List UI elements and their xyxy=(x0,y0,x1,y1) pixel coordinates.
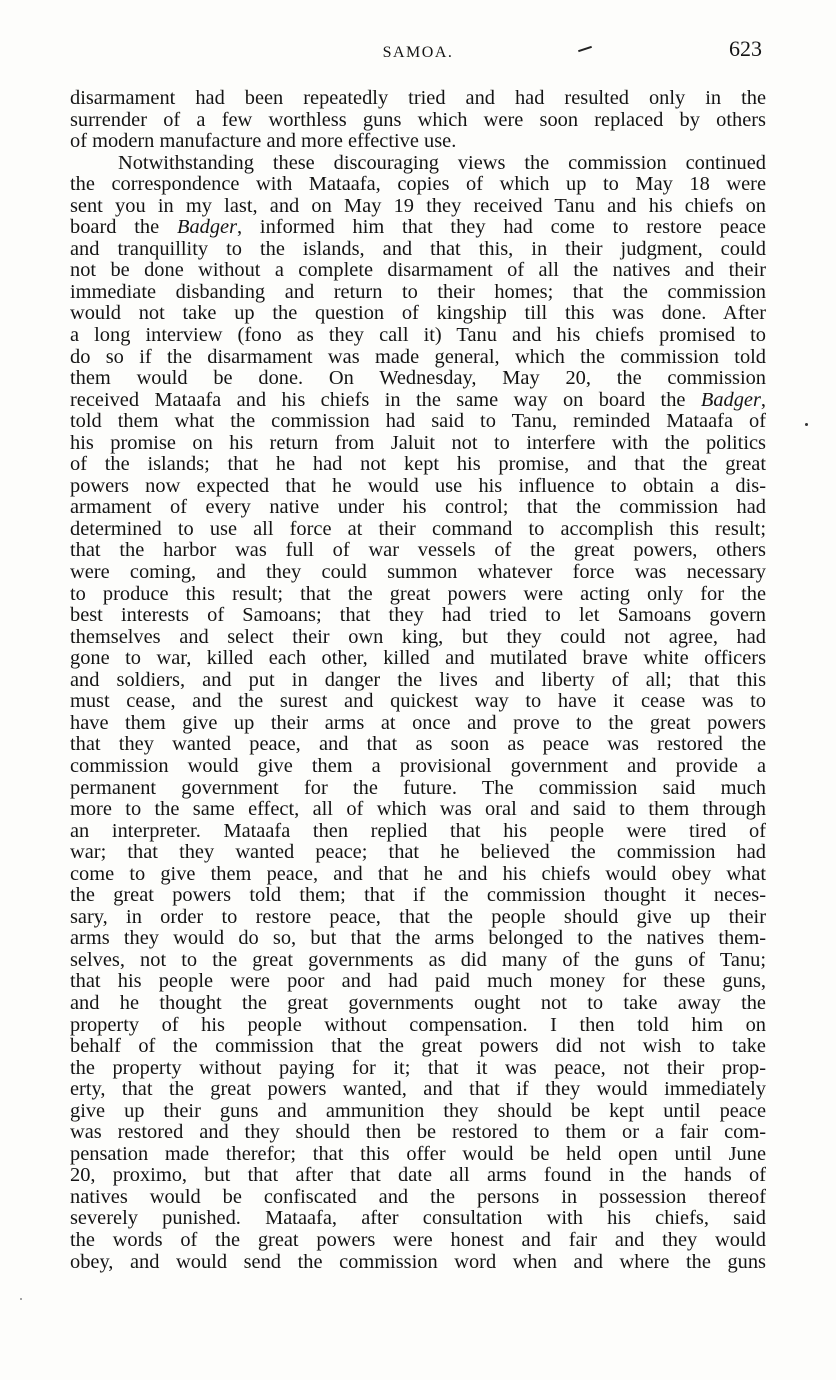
text-line: sent you in my last, and on May 19 they received Tanu and his chiefs on xyxy=(70,195,766,217)
text-line: of modern manufacture and more effective use. xyxy=(70,131,457,153)
text-line: not be done without a complete disarmament of all the natives and their xyxy=(70,260,766,282)
text-line: immediate disbanding and return to their homes; that the commission xyxy=(70,281,766,303)
text-line: told them what the commission had said to Tanu, reminded Mataafa of xyxy=(70,411,766,433)
text-line: give up their guns and ammunition they should be kept until peace xyxy=(70,1100,766,1122)
text-line: come to give them peace, and that he and his chiefs would obey what xyxy=(70,863,766,885)
page-number: 623 xyxy=(729,36,762,61)
text-line: war; that they wanted peace; that he believed the commission had xyxy=(70,842,766,864)
text-line: the property without paying for it; that it was peace, not their prop- xyxy=(70,1057,766,1079)
text-line: arms they would do so, but that the arms belonged to the natives them- xyxy=(70,928,766,950)
text-line: erty, that the great powers wanted, and that if they would immediately xyxy=(70,1079,766,1101)
text-line: themselves and select their own king, but they could not agree, had xyxy=(70,626,766,648)
text-line: natives would be confiscated and the persons in possession thereof xyxy=(70,1186,766,1208)
text-line: gone to war, killed each other, killed and mutilated brave white officers xyxy=(70,648,766,670)
text-line: his promise on his return from Jaluit not to interfere with the politics xyxy=(70,432,766,454)
text-line: board the Badger, informed him that they had come to restore peace xyxy=(70,217,766,239)
text-line: disarmament had been repeatedly tried and had resulted only in the xyxy=(70,88,766,109)
text-line: pensation made therefor; that this offer would be held open until June xyxy=(70,1143,766,1165)
text-line: selves, not to the great governments as did many of the guns of Tanu; xyxy=(70,949,766,971)
text-line: more to the same effect, all of which was oral and said to them through xyxy=(70,799,766,821)
running-head: SAMOA. xyxy=(382,44,454,61)
text-line: behalf of the commission that the great powers did not wish to take xyxy=(70,1036,766,1058)
text-line: that his people were poor and had paid much money for these guns, xyxy=(70,971,766,993)
text-line: that they wanted peace, and that as soon as peace was restored the xyxy=(70,734,766,756)
text-line: and soldiers, and put in danger the lives and liberty of all; that this xyxy=(70,669,766,691)
text-line: best interests of Samoans; that they had tried to let Samoans govern xyxy=(70,605,766,627)
text-line: powers now expected that he would use his influence to obtain a dis- xyxy=(70,475,766,497)
text-line: armament of every native under his control; that the commission had xyxy=(70,497,766,519)
text-line: severely punished. Mataafa, after consultation with his chiefs, said xyxy=(70,1208,766,1230)
text-line: the correspondence with Mataafa, copies of which up to May 18 were xyxy=(70,174,766,196)
text-line: them would be done. On Wednesday, May 20, the commission xyxy=(70,368,766,390)
text-line: determined to use all force at their command to accomplish this result; xyxy=(70,518,766,540)
text-line: to produce this result; that the great powers were acting only for the xyxy=(70,583,766,605)
text-line: a long interview (fono as they call it) Tanu and his chiefs promised to xyxy=(70,325,766,347)
text-line: have them give up their arms at once and prove to the great powers xyxy=(70,712,766,734)
text-line: the great powers told them; that if the commission thought it neces- xyxy=(70,885,766,907)
text-line: obey, and would send the commission word when and where the guns xyxy=(70,1251,766,1273)
text-line: of the islands; that he had not kept his promise, and that the great xyxy=(70,454,766,476)
text-line: permanent government for the future. The commission said much xyxy=(70,777,766,799)
text-line: the words of the great powers were honest and fair and they would xyxy=(70,1229,766,1251)
text-line: Notwithstanding these discouraging views the commission continued xyxy=(118,152,766,174)
text-line: and tranquillity to the islands, and that this, in their judgment, could xyxy=(70,238,766,260)
text-line: received Mataafa and his chiefs in the same way on board the Badger, xyxy=(70,389,766,411)
page-header xyxy=(72,36,764,66)
text-line: were coming, and they could summon whatever force was necessary xyxy=(70,562,766,584)
text-line: do so if the disarmament was made general, which the commission told xyxy=(70,346,766,368)
text-line: 20, proximo, but that after that date all arms found in the hands of xyxy=(70,1165,766,1187)
edge-dot xyxy=(20,1298,22,1300)
text-line: must cease, and the surest and quickest way to have it cease was to xyxy=(70,691,766,713)
text-line: surrender of a few worthless guns which were soon replaced by others xyxy=(70,109,766,131)
text-line: would not take up the question of kingship till this was done. After xyxy=(70,303,766,325)
margin-dot xyxy=(805,423,808,426)
body-text xyxy=(70,88,766,1273)
text-line: an interpreter. Mataafa then replied that his people were tired of xyxy=(70,820,766,842)
text-line: sary, in order to restore peace, that the people should give up their xyxy=(70,906,766,928)
text-line: property of his people without compensation. I then told him on xyxy=(70,1014,766,1036)
text-line: was restored and they should then be restored to them or a fair com- xyxy=(70,1122,766,1144)
text-line: commission would give them a provisional government and provide a xyxy=(70,755,766,777)
text-line: and he thought the great governments ought not to take away the xyxy=(70,992,766,1014)
text-line: that the harbor was full of war vessels of the great powers, others xyxy=(70,540,766,562)
